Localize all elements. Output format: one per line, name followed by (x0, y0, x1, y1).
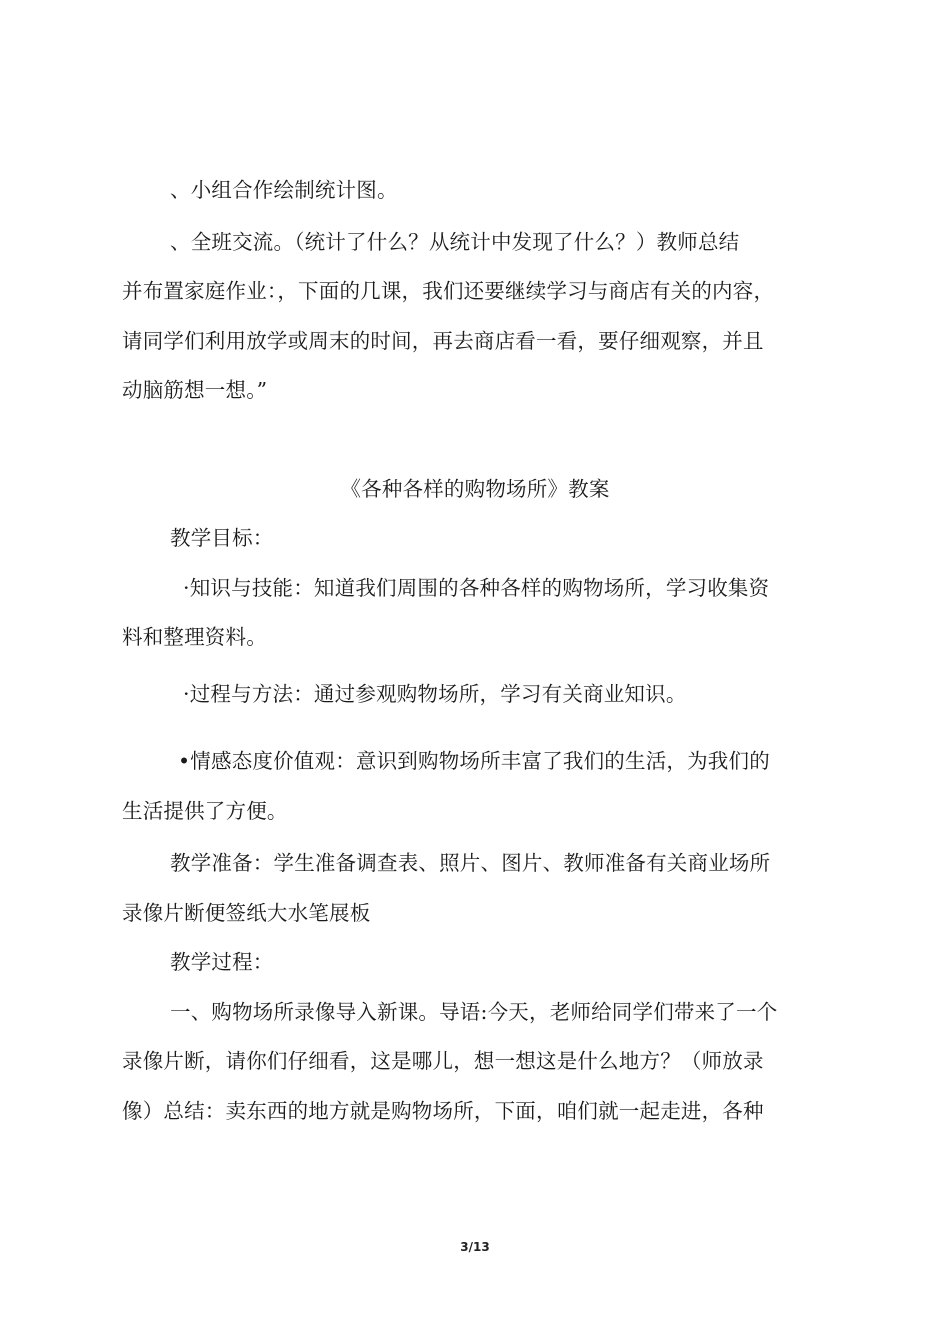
paragraph-line: 、小组合作绘制统计图。 (170, 178, 398, 202)
paragraph-line: 料和整理资料。 (122, 625, 267, 649)
paragraph-line: 生活提供了方便。 (122, 799, 288, 823)
paragraph-line: 录像片断便签纸大水笔展板 (122, 901, 371, 925)
section-heading: 教学目标： (170, 526, 274, 550)
paragraph-line: 请同学们利用放学或周末的时间，再去商店看一看，要仔细观察，并且 (122, 329, 764, 353)
section-heading: 教学过程： (170, 950, 274, 974)
bullet-line: ·过程与方法：通过参观购物场所，学习有关商业知识。 (183, 682, 687, 706)
paragraph-line: 教学准备：学生准备调查表、照片、图片、教师准备有关商业场所 (170, 851, 771, 875)
paragraph-line: 动脑筋想一想。” (122, 378, 268, 402)
page-number: 3/13 (460, 1240, 490, 1254)
paragraph-line: 录像片断，请你们仔细看，这是哪儿，想一想这是什么地方？（师放录 (122, 1049, 764, 1073)
paragraph-line: 并布置家庭作业：，下面的几课，我们还要继续学习与商店有关的内容， (122, 279, 775, 303)
bullet-line: ·知识与技能：知道我们周围的各种各样的购物场所，学习收集资 (183, 576, 770, 600)
paragraph-line: 像）总结：卖东西的地方就是购物场所，下面，咱们就一起走进，各种 (122, 1099, 764, 1123)
bullet-line: •情感态度价值观：意识到购物场所丰富了我们的生活，为我们的 (178, 749, 770, 773)
paragraph-line: 、全班交流。（统计了什么？从统计中发现了什么？）教师总结 (170, 230, 740, 254)
paragraph-line: 一、购物场所录像导入新课。导语:今天，老师给同学们带来了一个 (170, 1000, 778, 1024)
document-title: 《各种各样的购物场所》教案 (340, 477, 610, 501)
